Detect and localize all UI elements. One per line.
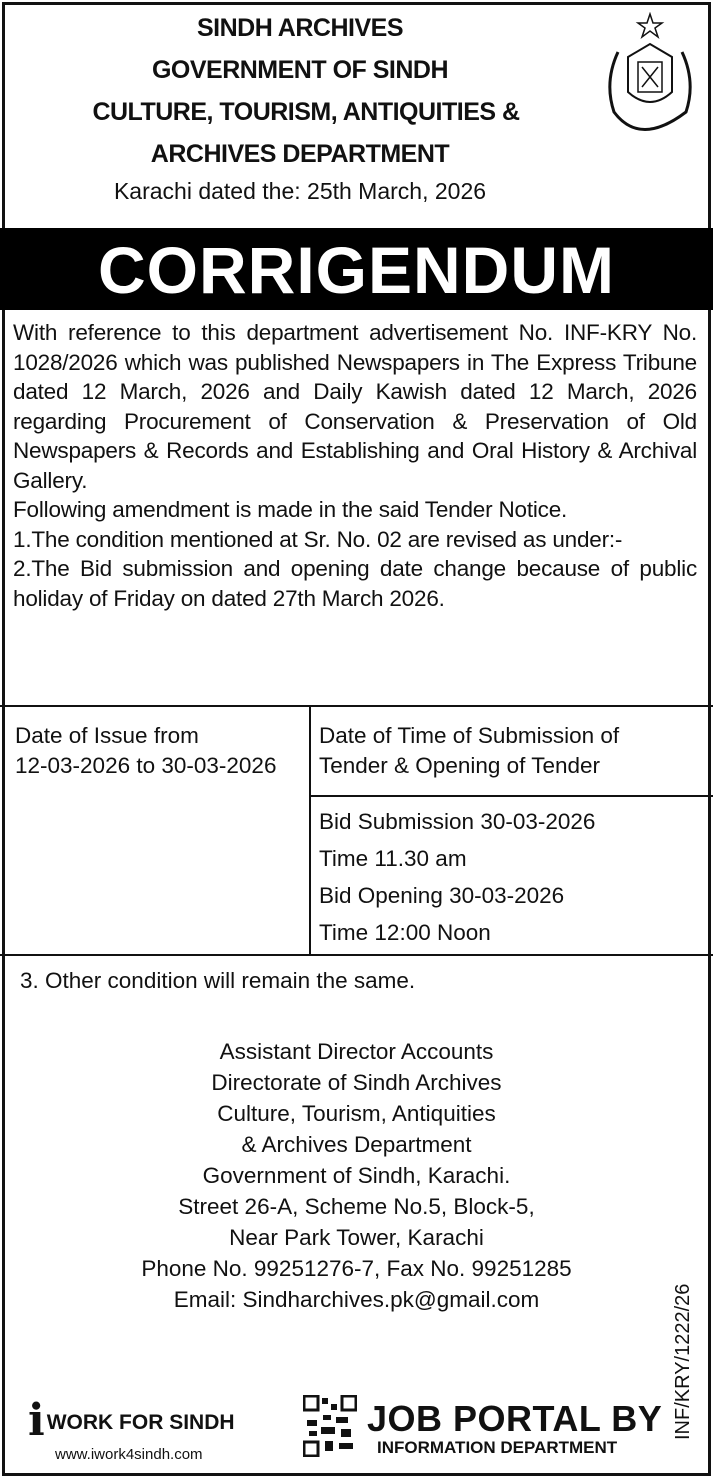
signature-line: & Archives Department [241,1132,472,1157]
bid-submission-time: Time 11.30 am [319,846,467,871]
qr-code-icon [303,1395,357,1457]
bid-opening-time: Time 12:00 Noon [319,920,491,945]
other-conditions: 3. Other condition will remain the same. [20,968,416,993]
submission-header-line: Tender & Opening of Tender [319,753,601,778]
iwork-url: www.iwork4sindh.com [55,1446,203,1463]
issue-date: Karachi dated the: 25th March, 2026 [113,178,487,204]
job-portal-title: JOB PORTAL BY [367,1398,663,1439]
bid-submission-date: Bid Submission 30-03-2026 [319,809,596,834]
amendment-item-1: 1.The condition mentioned at Sr. No. 02 are revised as under:- [13,526,623,552]
body-text [13,318,697,613]
bid-opening-date: Bid Opening 30-03-2026 [319,883,565,908]
table-divider [309,795,713,797]
header-line: ARCHIVES DEPARTMENT [150,140,450,168]
divider [0,705,713,707]
information-department: INFORMATION DEPARTMENT [377,1438,618,1457]
reference-code: INF/KRY/1222/26 [672,1283,694,1440]
issue-range: 12-03-2026 to 30-03-2026 [15,753,277,778]
header [0,0,713,228]
signature-line: Assistant Director Accounts [219,1039,494,1064]
contact-phone: Phone No. 99251276-7, Fax No. 99251285 [141,1256,572,1281]
reference-paragraph: With reference to this department advertisement No. INF-KRY No. 1028/2026 which was published Newspapers in The Express Tribune dated 12 March, 2026 and Daily Kawish dated 12 March, 2026 regarding Procurement of Conservation & Preservation of Old Newspapers & Records and Establishing and Oral History & Archival Gallery. [13,320,697,493]
divider [0,954,713,956]
amendment-line: Following amendment is made in the said Tender Notice. [13,497,568,522]
amendment-item-2: 2.The Bid submission and opening date change because of public holiday of Friday on dated 27th March 2026. [13,556,697,611]
signature-line: Near Park Tower, Karachi [229,1225,484,1250]
iwork-i-icon: i [28,1395,45,1446]
header-line: SINDH ARCHIVES [197,14,403,42]
issue-label: Date of Issue from [15,723,199,748]
signature-block [0,1036,713,1315]
signature-line: Directorate of Sindh Archives [211,1070,502,1095]
sindh-seal-icon [600,12,700,142]
iwork-logo [28,1395,235,1446]
issue-period [15,721,276,781]
signature-line: Culture, Tourism, Antiquities [217,1101,496,1126]
header-line: CULTURE, TOURISM, ANTIQUITIES & [92,98,520,126]
corrigendum-title: CORRIGENDUM [0,228,713,310]
submission-header-line: Date of Time of Submission of [319,723,620,748]
iwork-text: WORK FOR SINDH [46,1411,235,1434]
signature-line: Street 26-A, Scheme No.5, Block-5, [178,1194,535,1219]
signature-line: Government of Sindh, Karachi. [202,1163,511,1188]
submission-details [319,803,595,951]
header-line: GOVERNMENT OF SINDH [151,56,449,84]
table-divider [309,705,311,955]
submission-header [319,721,619,781]
contact-email: Email: Sindharchives.pk@gmail.com [173,1287,540,1312]
